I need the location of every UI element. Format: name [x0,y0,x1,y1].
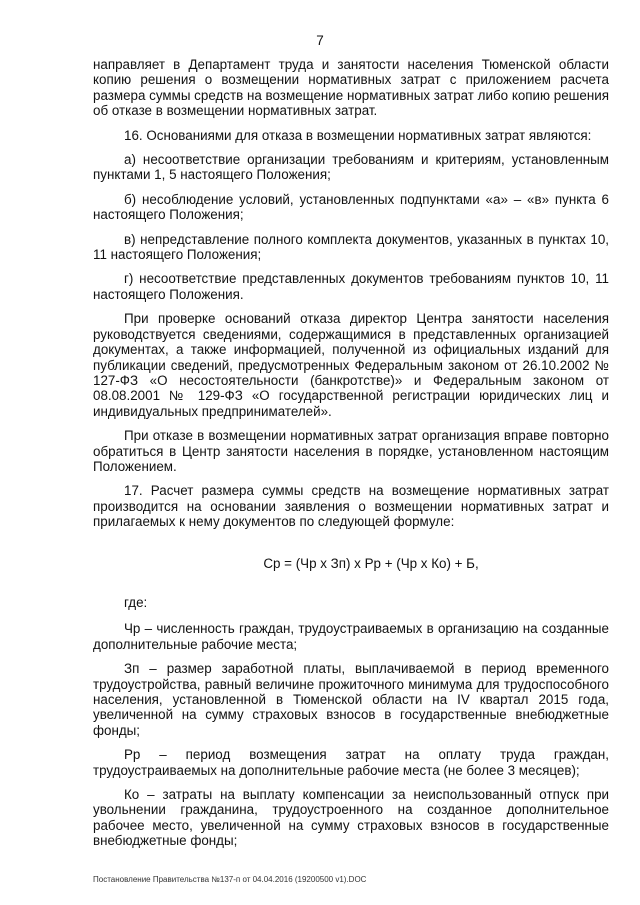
paragraph-verification: При проверке оснований отказа директор Центра занятости населения руководствуется сведениями, содержащимися в представленных организацией документах, а также информацией, полученной из официальных изданий для публикации сведений, предусмотренных Федеральным законом от 26.10.2002 № 127-ФЗ «О несостоятельности (банкротстве)» и Федеральным законом от 08.08.2001 № 129-ФЗ «О государственной регистрации юридических лиц и индивидуальных предпринимателей». [93,311,609,419]
paragraph-item-16: 16. Основаниями для отказа в возмещении нормативных затрат являются: [124,127,592,143]
paragraph-subitem-b: б) несоблюдение условий, установленных подпунктами «а» – «в» пункта 6 настоящего Положения; [93,191,609,223]
where-label: где: [124,594,148,610]
paragraph-subitem-v: в) непредставление полного комплекта документов, указанных в пунктах 10, 11 настоящего Положения; [93,231,609,263]
definition-ko: Ко – затраты на выплату компенсации за неиспользованный отпуск при увольнении гражданина, трудоустроенного на созданное дополнительное рабочее место, увеличенной на сумму страховых взносов в государственные внебюджетные фонды; [93,787,609,849]
document-footer: Постановление Правительства №137-п от 04.04.2016 (19200500 v1).DOC [93,875,367,884]
paragraph-refusal: При отказе в возмещении нормативных затрат организация вправе повторно обратиться в Центр занятости населения в порядке, установленном настоящим Положением. [93,428,609,474]
paragraph-item-17: 17. Расчет размера суммы средств на возмещение нормативных затрат производится на основании заявления о возмещении нормативных затрат и прилагаемых к нему документов по следующей формуле: [93,483,609,530]
definition-zp: Зп – размер заработной платы, выплачиваемой в период временного трудоустройства, равный величине прожиточного минимума для трудоспособного населения, установленной в Тюменской области на IV квартал 2015 года, увеличенной на сумму страховых взносов в государственные внебюджетные фонды; [93,661,609,738]
page-number: 7 [316,33,324,48]
paragraph-subitem-a: а) несоответствие организации требованиям и критериям, установленным пунктами 1, 5 настоящего Положения; [93,152,609,183]
definition-rr: Рр – период возмещения затрат на оплату труда граждан, трудоустраиваемых на дополнительные рабочие места (не более 3 месяцев); [93,747,609,778]
document-body [93,57,609,858]
formula: Ср = (Чр х Зп) х Рр + (Чр х Ко) + Б, [263,555,479,571]
definition-chr: Чр – численность граждан, трудоустраиваемых в организацию на созданные дополнительные рабочие места; [93,621,609,652]
paragraph-continuation: направляет в Департамент труда и занятости населения Тюменской области копию решения о возмещении нормативных затрат с приложением расчета размера суммы средств на возмещение нормативных затрат либо копию решения об отказе в возмещении нормативных затрат. [93,57,609,119]
paragraph-subitem-g: г) несоответствие представленных документов требованиям пунктов 10, 11 настоящего Положения. [93,271,609,302]
